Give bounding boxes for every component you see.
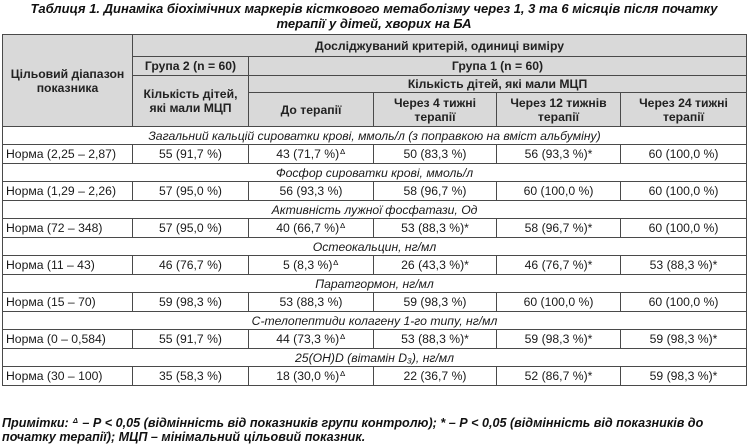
before-therapy-cell: 56 (93,3 %): [249, 182, 374, 201]
week-12-cell: 56 (93,3 %)*: [497, 145, 621, 164]
week-4-cell: 59 (98,3 %): [374, 293, 497, 312]
header-group-2-children: Кількість дітей, які мали МЦП: [133, 76, 249, 127]
group-2-cell: 59 (98,3 %): [133, 293, 249, 312]
norm-cell: Норма (11 – 43): [3, 256, 133, 275]
group-2-cell: 55 (91,7 %): [133, 330, 249, 349]
group-2-cell: 57 (95,0 %): [133, 182, 249, 201]
group-2-cell: 35 (58,3 %): [133, 367, 249, 386]
week-4-cell: 22 (36,7 %): [374, 367, 497, 386]
table-caption: [0, 1, 748, 31]
header-target-range: Цільовий діапазон показника: [3, 35, 133, 127]
week-4-cell: 58 (96,7 %): [374, 182, 497, 201]
table-row: [3, 330, 747, 349]
section-title: Остеокальцин, нг/мл: [3, 238, 747, 256]
week-12-cell: 60 (100,0 %): [497, 293, 621, 312]
header-group-2: Група 2 (n = 60): [133, 57, 249, 76]
group-2-cell: 57 (95,0 %): [133, 219, 249, 238]
data-table: [2, 34, 747, 386]
week-4-cell: 53 (88,3 %)*: [374, 330, 497, 349]
table-row: [3, 219, 747, 238]
week-12-cell: 58 (96,7 %)*: [497, 219, 621, 238]
header-12-weeks: Через 12 тижнів терапії: [497, 93, 621, 127]
week-24-cell: 60 (100,0 %): [621, 293, 747, 312]
before-therapy-cell: 53 (88,3 %): [249, 293, 374, 312]
section-title: Загальний кальцій сироватки крові, ммоль/л (з поправкою на вміст альбуміну): [3, 127, 747, 145]
section-title: Фосфор сироватки крові, ммоль/л: [3, 164, 747, 182]
week-24-cell: 60 (100,0 %): [621, 219, 747, 238]
caption-line-2: терапії у дітей, хворих на БА: [276, 16, 472, 31]
header-criterion: Досліджуваний критерій, одиниці виміру: [133, 35, 747, 57]
header-before-therapy: До терапії: [249, 93, 374, 127]
before-therapy-cell: 44 (73,3 %)ᐞ: [249, 330, 374, 349]
header-group-1: Група 1 (n = 60): [249, 57, 747, 76]
week-12-cell: 52 (86,7 %)*: [497, 367, 621, 386]
caption-line-1: Таблиця 1. Динаміка біохімічних маркерів кісткового метаболізму через 1, 3 та 6 місяців після початку: [30, 1, 718, 16]
week-24-cell: 59 (98,3 %)*: [621, 330, 747, 349]
week-24-cell: 53 (88,3 %)*: [621, 256, 747, 275]
before-therapy-cell: 40 (66,7 %)ᐞ: [249, 219, 374, 238]
section-title: 25(OH)D (вітамін D₃), нг/мл: [3, 349, 747, 367]
norm-cell: Норма (30 – 100): [3, 367, 133, 386]
section-title: Активність лужної фосфатази, Од: [3, 201, 747, 219]
table-row: [3, 182, 747, 201]
norm-cell: Норма (1,29 – 2,26): [3, 182, 133, 201]
before-therapy-cell: 18 (30,0 %)ᐞ: [249, 367, 374, 386]
week-24-cell: 60 (100,0 %): [621, 182, 747, 201]
table-row: [3, 367, 747, 386]
norm-cell: Норма (72 – 348): [3, 219, 133, 238]
header-4-weeks: Через 4 тижні терапії: [374, 93, 497, 127]
group-2-cell: 55 (91,7 %): [133, 145, 249, 164]
header-children-count: Кількість дітей, які мали МЦП: [249, 76, 747, 93]
table-notes: Примітки: ᐞ – Р < 0,05 (відмінність від показників групи контролю); * – Р < 0,05 (відмінність від показників до початку терапії); МЦП – мінімальний цільовий показник.: [2, 416, 704, 444]
week-12-cell: 59 (98,3 %)*: [497, 330, 621, 349]
week-4-cell: 50 (83,3 %): [374, 145, 497, 164]
week-24-cell: 60 (100,0 %): [621, 145, 747, 164]
table-row: [3, 256, 747, 275]
week-12-cell: 60 (100,0 %): [497, 182, 621, 201]
week-4-cell: 26 (43,3 %)*: [374, 256, 497, 275]
norm-cell: Норма (2,25 – 2,87): [3, 145, 133, 164]
group-2-cell: 46 (76,7 %): [133, 256, 249, 275]
section-title: Паратгормон, нг/мл: [3, 275, 747, 293]
table-row: [3, 145, 747, 164]
table-row: [3, 293, 747, 312]
section-title: С-телопептиди колагену 1-го типу, нг/мл: [3, 312, 747, 330]
header-24-weeks: Через 24 тижні терапії: [621, 93, 747, 127]
norm-cell: Норма (0 – 0,584): [3, 330, 133, 349]
week-4-cell: 53 (88,3 %)*: [374, 219, 497, 238]
norm-cell: Норма (15 – 70): [3, 293, 133, 312]
week-24-cell: 59 (98,3 %)*: [621, 367, 747, 386]
before-therapy-cell: 5 (8,3 %)ᐞ: [249, 256, 374, 275]
before-therapy-cell: 43 (71,7 %)ᐞ: [249, 145, 374, 164]
week-12-cell: 46 (76,7 %)*: [497, 256, 621, 275]
